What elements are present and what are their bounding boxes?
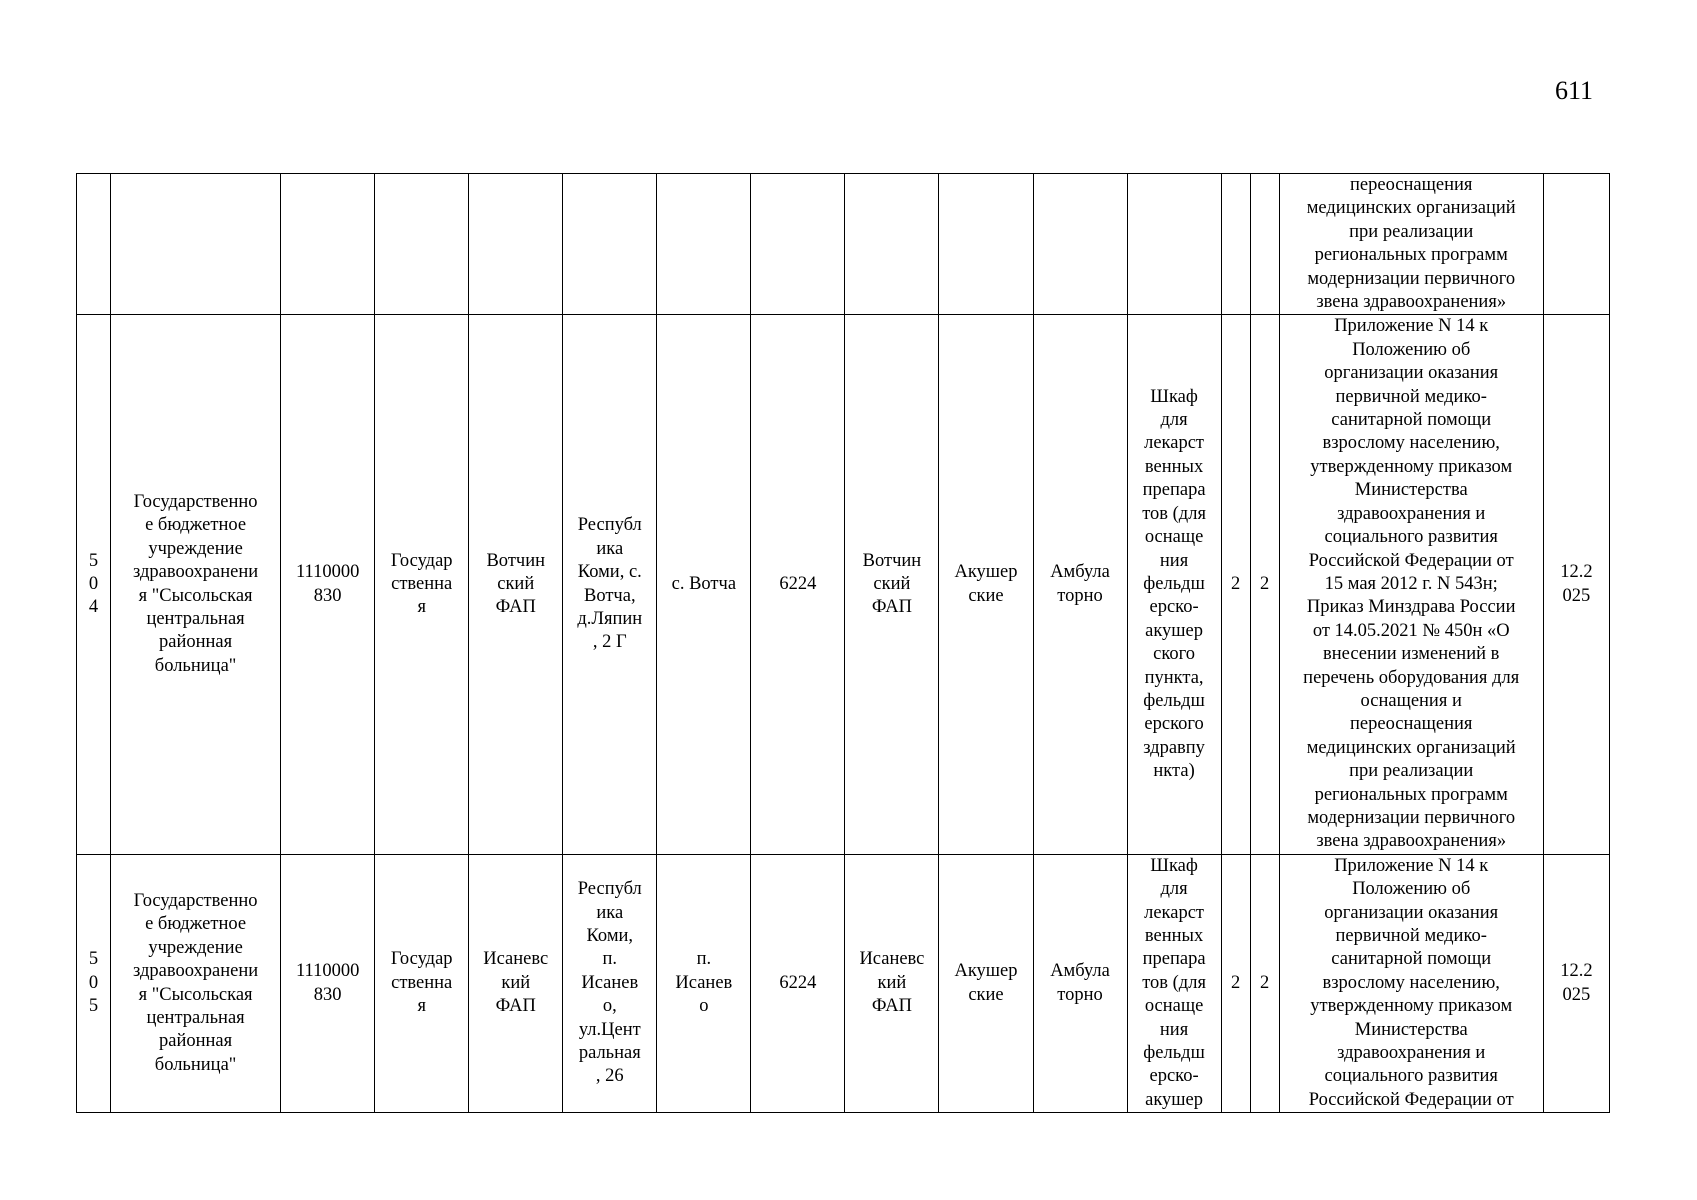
cell-facility xyxy=(845,174,939,315)
cell-qty-b: 2 xyxy=(1250,315,1279,854)
cell-equipment: Шкаф для лекарст венных препара тов (для оснаще ния фельдш ерско- акушер ского пункта, фельдш ерского здравпу нкта) xyxy=(1127,315,1221,854)
table-row xyxy=(77,854,1610,1112)
cell-num xyxy=(77,174,111,315)
cell-settlement: с. Вотча xyxy=(657,315,751,854)
cell-ownership: Государ ственна я xyxy=(375,854,469,1112)
cell-unit xyxy=(469,174,563,315)
cell-org: Государственно е бюджетное учреждение здравоохранени я "Сысольская центральная районная больница" xyxy=(111,854,281,1112)
cell-equipment xyxy=(1127,174,1221,315)
cell-care-type: Амбула торно xyxy=(1033,315,1127,854)
cell-org xyxy=(111,174,281,315)
cell-facility: Исаневс кий ФАП xyxy=(845,854,939,1112)
cell-code: 1110000 830 xyxy=(281,315,375,854)
cell-facility: Вотчин ский ФАП xyxy=(845,315,939,854)
cell-qty-b xyxy=(1250,174,1279,315)
table-row xyxy=(77,174,1610,315)
cell-qty-a xyxy=(1221,174,1250,315)
cell-profile xyxy=(939,174,1033,315)
cell-date xyxy=(1543,174,1609,315)
cell-address xyxy=(563,174,657,315)
page-number: 611 xyxy=(1555,76,1594,105)
cell-oktmo: 6224 xyxy=(751,315,845,854)
cell-date: 12.2 025 xyxy=(1543,315,1609,854)
cell-oktmo: 6224 xyxy=(751,854,845,1112)
cell-code: 1110000 830 xyxy=(281,854,375,1112)
cell-basis: Приложение N 14 к Положению об организации оказания первичной медико- санитарной помощи взрослому населению, утвержденному приказом Министерства здравоохранения и социального развития Российской Федерации от 15 мая 2012 г. N 543н; Приказ Минздрава России от 14.05.2021 № 450н «О внесении изменений в перечень оборудования для оснащения и переоснащения медицинских организаций при реализации региональных программ модернизации первичного звена здравоохранения» xyxy=(1279,315,1543,854)
cell-date: 12.2 025 xyxy=(1543,854,1609,1112)
cell-code xyxy=(281,174,375,315)
cell-qty-a: 2 xyxy=(1221,854,1250,1112)
cell-ownership: Государ ственна я xyxy=(375,315,469,854)
cell-unit: Исаневс кий ФАП xyxy=(469,854,563,1112)
cell-qty-a: 2 xyxy=(1221,315,1250,854)
cell-address: Республ ика Коми, п. Исанев о, ул.Цент ральная , 26 xyxy=(563,854,657,1112)
cell-profile: Акушер ские xyxy=(939,315,1033,854)
cell-unit: Вотчин ский ФАП xyxy=(469,315,563,854)
cell-care-type: Амбула торно xyxy=(1033,854,1127,1112)
cell-equipment: Шкаф для лекарст венных препара тов (для оснаще ния фельдш ерско- акушер xyxy=(1127,854,1221,1112)
cell-profile: Акушер ские xyxy=(939,854,1033,1112)
table-row xyxy=(77,315,1610,854)
cell-oktmo xyxy=(751,174,845,315)
cell-basis: Приложение N 14 к Положению об организации оказания первичной медико- санитарной помощи взрослому населению, утвержденному приказом Министерства здравоохранения и социального развития Российской Федерации от xyxy=(1279,854,1543,1112)
cell-ownership xyxy=(375,174,469,315)
cell-basis: переоснащения медицинских организаций при реализации региональных программ модернизации первичного звена здравоохранения» xyxy=(1279,174,1543,315)
cell-care-type xyxy=(1033,174,1127,315)
cell-num: 5 0 4 xyxy=(77,315,111,854)
cell-address: Республ ика Коми, с. Вотча, д.Ляпин , 2 Г xyxy=(563,315,657,854)
cell-settlement: п. Исанев о xyxy=(657,854,751,1112)
equipment-table xyxy=(76,173,1610,1113)
cell-num: 5 0 5 xyxy=(77,854,111,1112)
cell-org: Государственно е бюджетное учреждение здравоохранени я "Сысольская центральная районная больница" xyxy=(111,315,281,854)
cell-qty-b: 2 xyxy=(1250,854,1279,1112)
cell-settlement xyxy=(657,174,751,315)
